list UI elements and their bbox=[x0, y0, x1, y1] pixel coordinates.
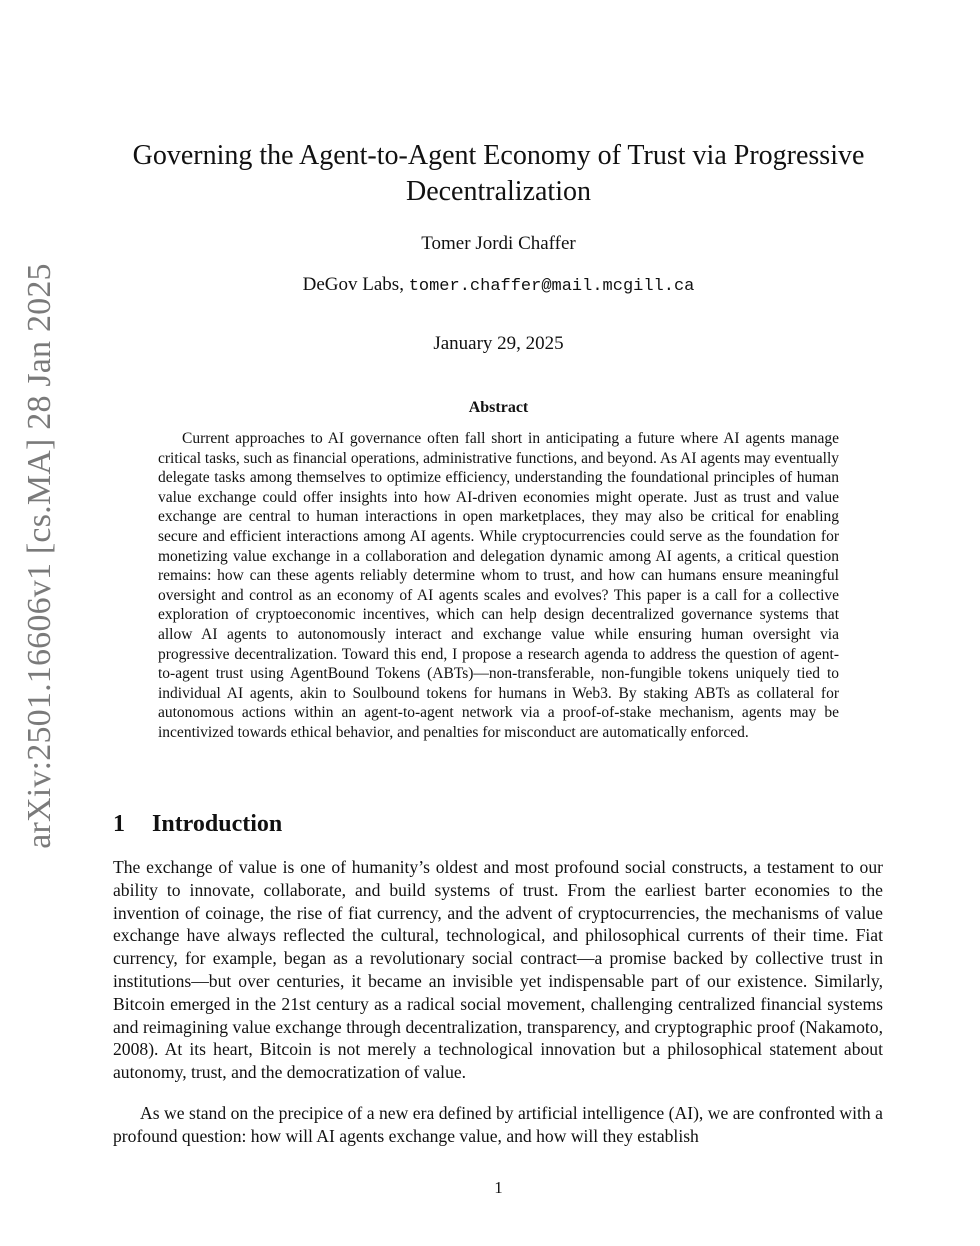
paper-title: Governing the Agent-to-Agent Economy of Trust via Progressive Decentralization bbox=[132, 140, 865, 207]
author-email: tomer.chaffer@mail.mcgill.ca bbox=[408, 277, 695, 296]
affiliation-org: DeGov Labs, bbox=[302, 274, 404, 295]
page-number: 1 bbox=[494, 1178, 503, 1197]
section-number: 1 bbox=[113, 811, 125, 837]
abstract-body: Current approaches to AI governance often fall short in anticipating a future where AI agents manage critical tasks, such as financial operations, administrative functions, and beyond. As AI agents may eventually delegate tasks among themselves to optimize efficiency, understanding the foundational principles of human value exchange could offer insights into how AI-driven economies might operate. Just as trust and value exchange are central to human interactions in open marketplaces, they may also be critical for enabling secure and efficient interactions among AI agents. While cryptocurrencies could serve as the foundation for monetizing value exchange in a collaboration and delegation dynamic among AI agents, a critical question remains: how can these agents reliably determine whom to trust, and how can humans ensure meaningful oversight and control as an economy of AI agents scales and evolves? This paper is a call for a collective exploration of cryptoeconomic incentives, which can help design decentralized governance systems that allow AI agents to autonomously interact and exchange value while ensuring human oversight via progressive decentralization. Toward this end, I propose a research agenda to address the question of agent-to-agent trust using AgentBound Tokens (ABTs)—non-transferable, non-fungible tokens uniquely tied to individual AI agents, akin to Soulbound tokens for humans in Web3. By staking ABTs as collateral for autonomous actions within an agent-to-agent network via a proof-of-stake mechanism, agents may be incentivized towards ethical behavior, and penalties for misconduct are automatically enforced. bbox=[158, 430, 839, 741]
author-name: Tomer Jordi Chaffer bbox=[421, 233, 576, 254]
section-heading-introduction bbox=[113, 811, 282, 838]
abstract-heading: Abstract bbox=[468, 399, 529, 416]
arxiv-identifier-stamp: arXiv:2501.16606v1 [cs.MA] 28 Jan 2025 bbox=[21, 263, 58, 849]
author-affiliation bbox=[115, 274, 882, 296]
body-paragraph: As we stand on the precipice of a new era defined by artificial intelligence (AI), we are confronted with a profound question: how will AI agents exchange value, and how will they establish bbox=[113, 1103, 883, 1146]
publication-date: January 29, 2025 bbox=[433, 333, 564, 354]
body-paragraph: The exchange of value is one of humanity’s oldest and most profound social constructs, a testament to our ability to innovate, collaborate, and build systems of trust. From the earliest barter economies to the invention of coinage, the rise of fiat currency, and the advent of cryptocurrencies, the mechanisms of value exchange have always reflected the cultural, technological, and philosophical currents of their time. Fiat currency, for example, began as a revolutionary social contract—a promise backed by collective trust in institutions—but over centuries, it became an invisible yet indispensable part of our existence. Similarly, Bitcoin emerged in the 21st century as a radical social movement, challenging centralized financial systems and reimagining value exchange through decentralization, transparency, and cryptographic proof (Nakamoto, 2008). At its heart, Bitcoin is not merely a technological innovation but a philosophical statement about autonomy, trust, and the democratization of value. bbox=[113, 857, 883, 1083]
section-title: Introduction bbox=[152, 811, 283, 837]
